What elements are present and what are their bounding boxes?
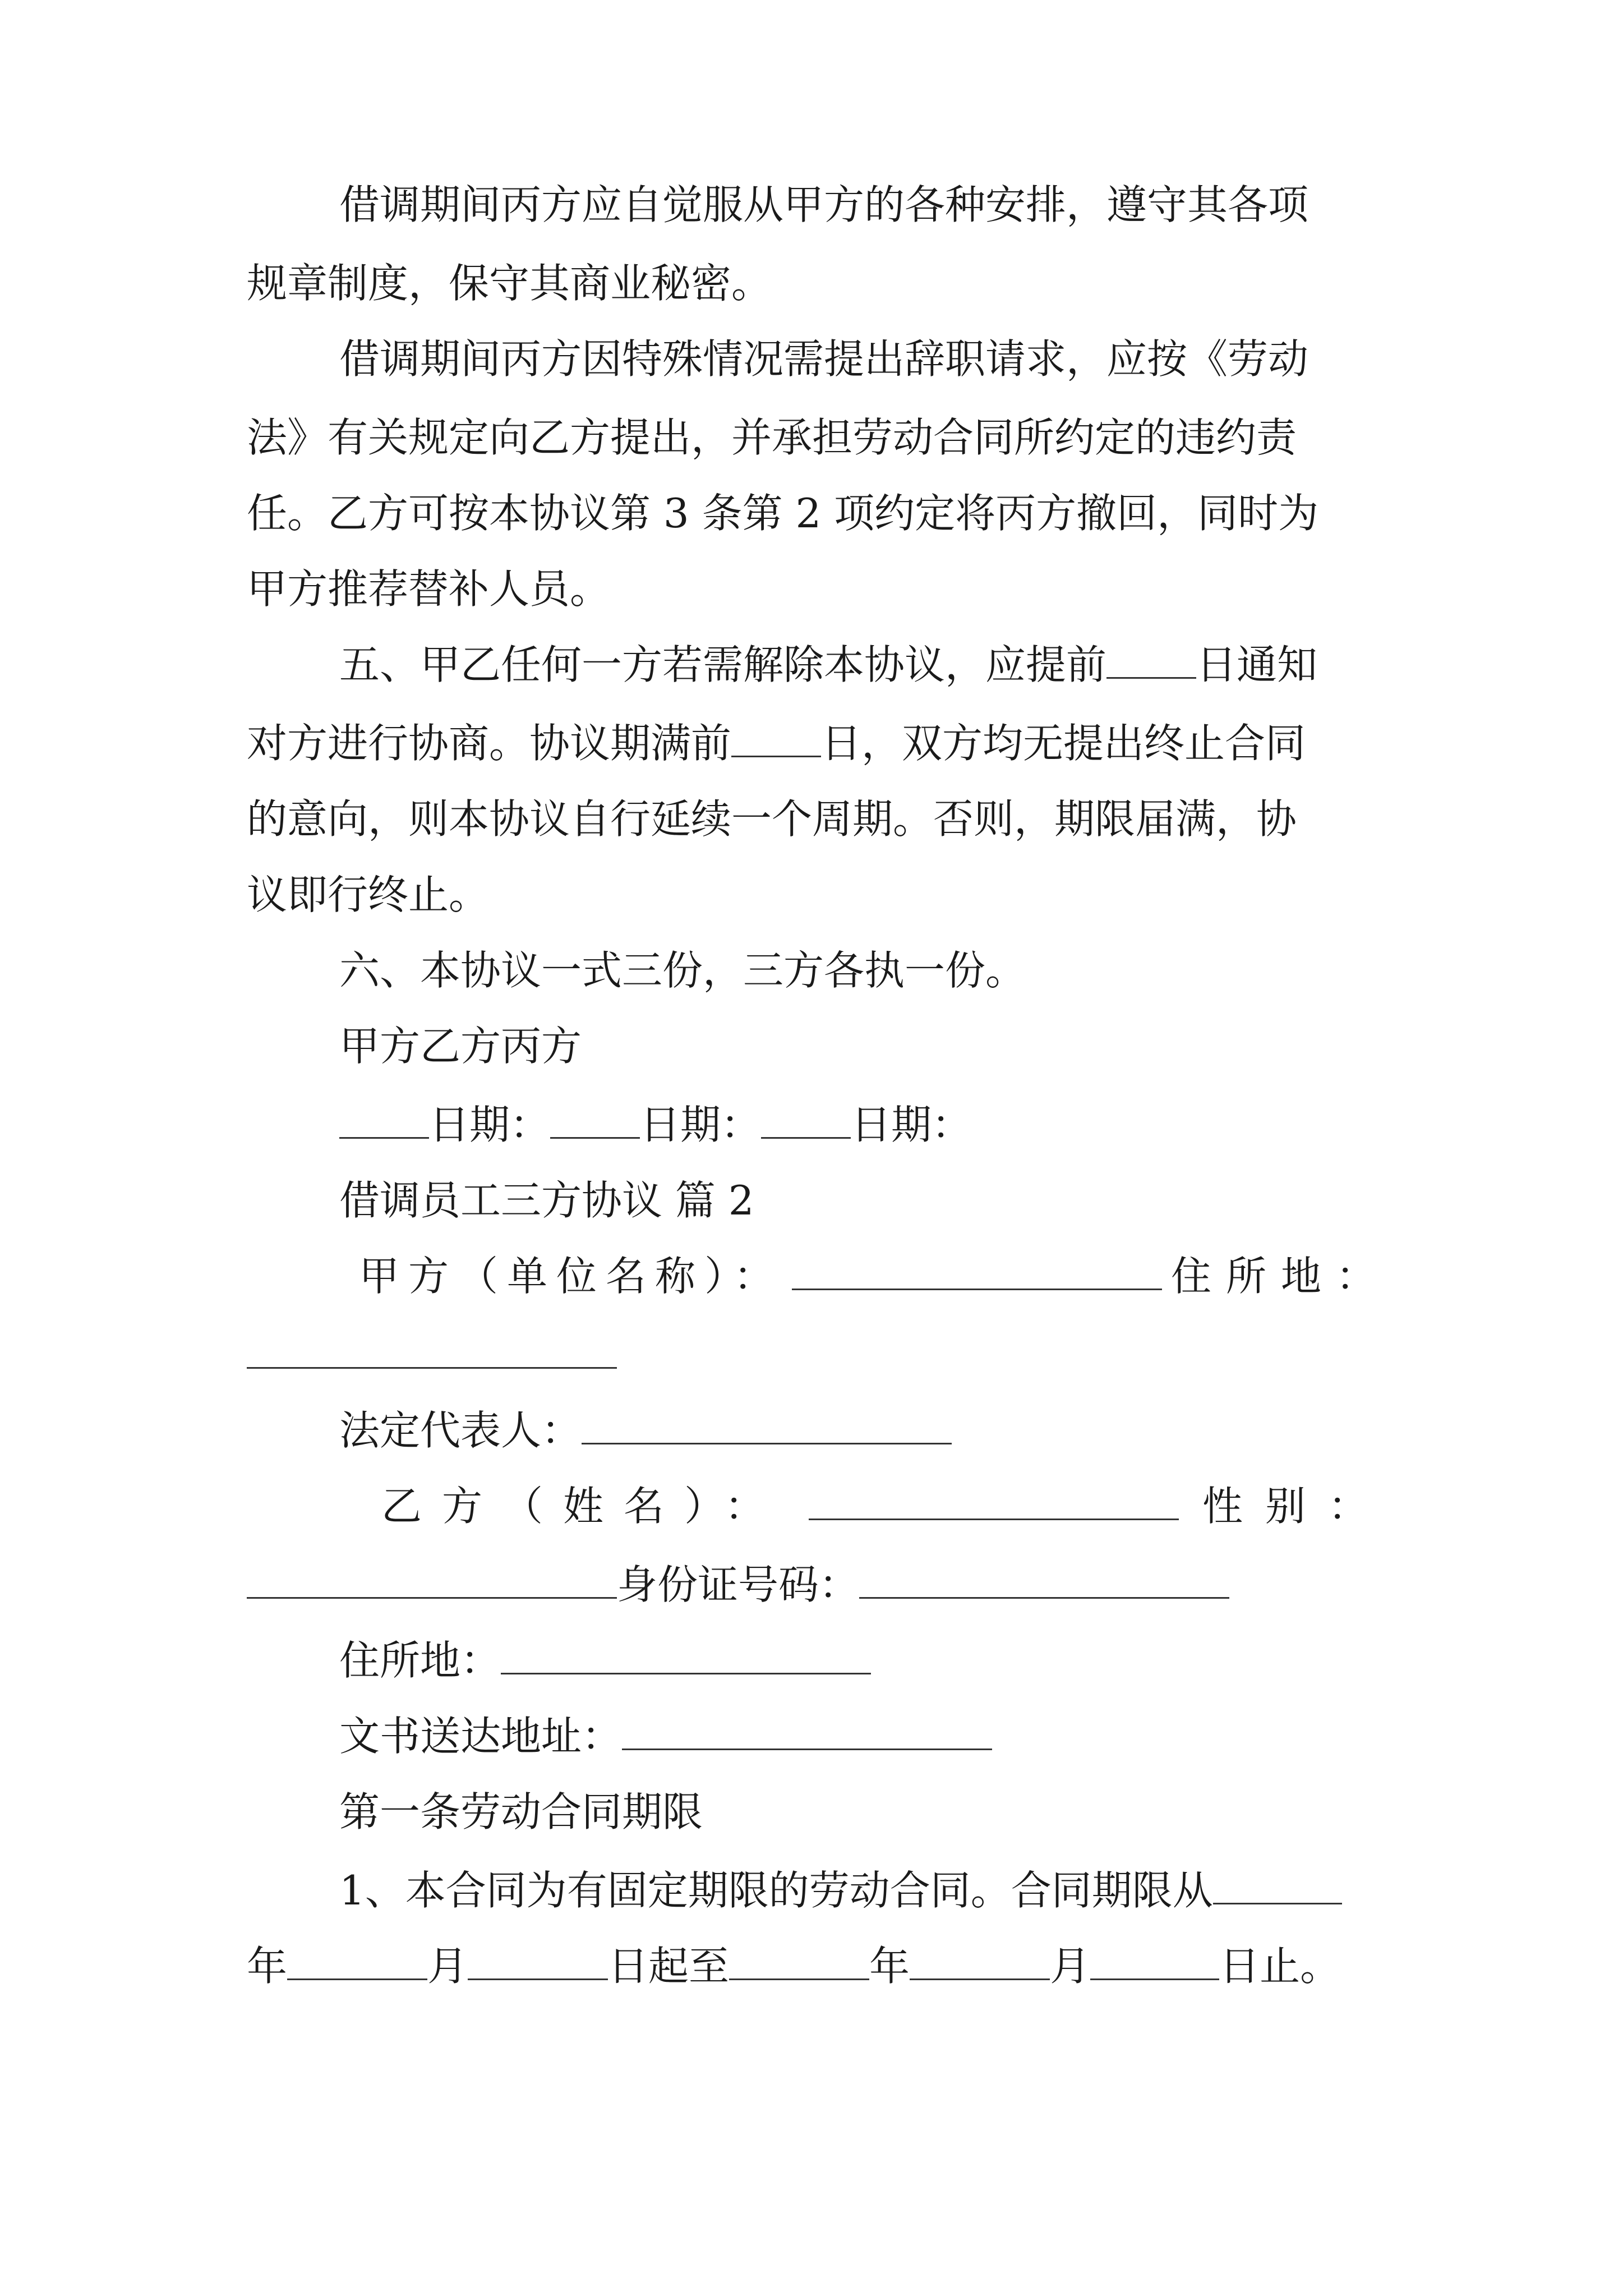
blank-field[interactable] xyxy=(910,1939,1050,1980)
clause-text: 日通知 xyxy=(1196,641,1318,688)
section-heading: 借调员工三方协议 篇 2 xyxy=(339,1177,754,1224)
blank-field[interactable] xyxy=(287,1939,427,1980)
clause-text: 1、本合同为有固定期限的劳动合同。合同期限从 xyxy=(339,1867,1213,1914)
blank-field[interactable] xyxy=(1106,638,1196,679)
blank-field[interactable] xyxy=(247,1328,617,1369)
legal-rep-label: 法定代表人： xyxy=(339,1407,582,1454)
paragraph-line: 法》有关规定向乙方提出，并承担劳动合同所约定的违约责 xyxy=(247,414,1297,461)
blank-field[interactable] xyxy=(1213,1864,1342,1904)
paragraph-line: 任。乙方可按本协议第 3 条第 2 项约定将丙方撤回，同时为 xyxy=(247,490,1319,537)
address-label: 住所地： xyxy=(1170,1253,1391,1300)
blank-field[interactable] xyxy=(247,1558,617,1599)
blank-field[interactable] xyxy=(731,716,821,757)
paragraph-line: 议即行终止。 xyxy=(247,871,490,918)
paragraph-line: 规章制度，保守其商业秘密。 xyxy=(247,260,772,307)
paragraph-line xyxy=(247,1315,1391,1394)
blank-field[interactable] xyxy=(622,1709,992,1750)
day-label: 日止。 xyxy=(1219,1943,1341,1990)
month-label: 月 xyxy=(427,1943,468,1990)
blank-field[interactable] xyxy=(792,1249,1162,1290)
date-label: 日期： xyxy=(429,1101,551,1148)
paragraph-line: 甲方推荐替补人员。 xyxy=(247,565,611,613)
paragraph-line: 借调期间丙方因特殊情况需提出辞职请求，应按《劳动 xyxy=(339,335,1309,383)
paragraph-line: 借调期间丙方应自觉服从甲方的各种安排，遵守其各项 xyxy=(339,181,1309,228)
month-label: 月 xyxy=(1050,1943,1091,1990)
blank-field[interactable] xyxy=(809,1479,1179,1520)
blank-field[interactable] xyxy=(582,1404,952,1444)
blank-field[interactable] xyxy=(339,1098,429,1139)
date-label: 日期： xyxy=(640,1101,762,1148)
paragraph-line: 的意向，则本协议自行延续一个周期。否则，期限届满，协 xyxy=(247,795,1297,843)
blank-field[interactable] xyxy=(501,1634,871,1674)
paragraph-line xyxy=(339,1621,1391,1700)
party-b-label: 乙方（姓名）： xyxy=(381,1483,786,1530)
blank-field[interactable] xyxy=(761,1098,851,1139)
paragraph-line xyxy=(339,1851,1391,1930)
year-label: 年 xyxy=(869,1943,910,1990)
delivery-address-label: 文书送达地址： xyxy=(339,1713,623,1760)
clause-text: 对方进行协商。协议期满前 xyxy=(247,720,732,767)
day-label: 日起至 xyxy=(608,1943,730,1990)
blank-field[interactable] xyxy=(729,1939,869,1980)
party-a-label: 甲方（单位名称）： xyxy=(359,1253,783,1300)
paragraph-line xyxy=(247,1545,1391,1624)
clause-text: 五、甲乙任何一方若需解除本协议，应提前 xyxy=(339,641,1107,688)
paragraph-line xyxy=(339,1697,1391,1775)
blank-field[interactable] xyxy=(550,1098,640,1139)
signature-dates xyxy=(339,1085,1391,1164)
blank-field[interactable] xyxy=(468,1939,608,1980)
id-label: 身份证号码： xyxy=(617,1561,860,1608)
gender-label: 性别： xyxy=(1202,1483,1391,1530)
article-heading: 第一条劳动合同期限 xyxy=(339,1788,703,1835)
party-b-line xyxy=(381,1467,1391,1545)
date-label: 日期： xyxy=(851,1101,972,1148)
blank-field[interactable] xyxy=(1090,1939,1219,1980)
address-label: 住所地： xyxy=(339,1637,501,1684)
paragraph-line: 六、本协议一式三份，三方各执一份。 xyxy=(339,947,1026,994)
paragraph-line xyxy=(339,1391,1391,1470)
clause-text: 日，双方均无提出终止合同 xyxy=(821,720,1306,767)
year-label: 年 xyxy=(247,1943,288,1990)
blank-field[interactable] xyxy=(859,1558,1229,1599)
signature-parties: 甲方乙方丙方 xyxy=(339,1023,582,1070)
paragraph-line xyxy=(339,625,1391,704)
paragraph-line xyxy=(247,704,1391,783)
party-a-line xyxy=(359,1237,1391,1315)
paragraph-line xyxy=(247,1927,1391,2005)
